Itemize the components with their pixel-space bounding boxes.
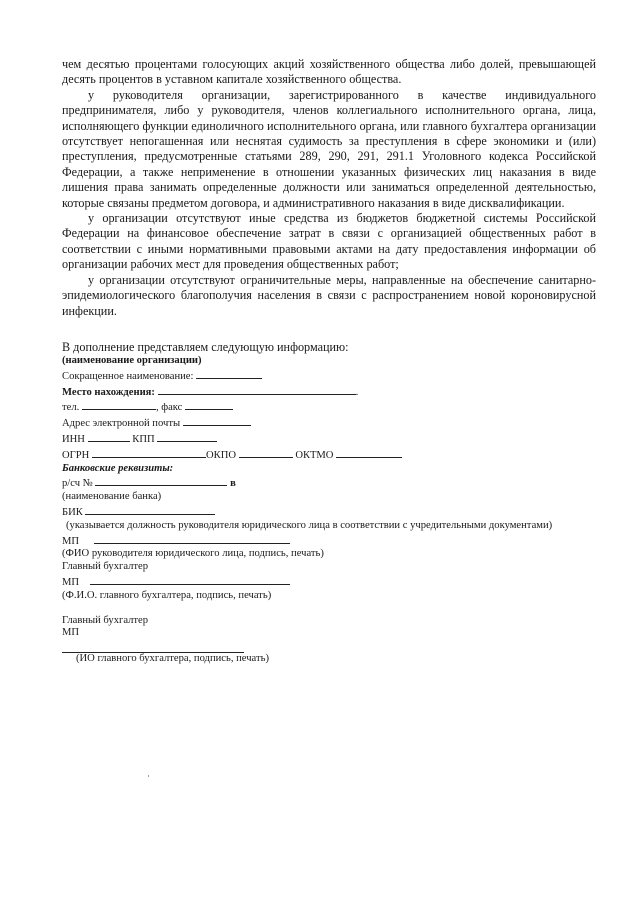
account-in-label: в (230, 478, 236, 490)
paragraph-shareholding: чем десятью процентами голосующих акций хозяйственного общества либо долей, превышающей десять процентов в уставном капитале хозяйственного общества. (62, 57, 596, 87)
document-body (62, 57, 596, 319)
email-label: Адрес электронной почты (62, 418, 181, 430)
email-field[interactable] (183, 415, 251, 426)
oktmo-label: ОКТМО (295, 449, 334, 461)
paragraph-no-restrictions: у организации отсутствуют ограничительные меры, направленные на обеспечение санитарно-эпидемиологического благополучия населения в связи с распространением новой короновирусной инфекции. (62, 272, 596, 318)
head-signature-field[interactable] (94, 533, 290, 544)
final-signature-field[interactable] (62, 640, 244, 653)
head-signature-row (62, 533, 602, 549)
bank-details-heading: Банковские реквизиты: (62, 462, 174, 474)
accountant-signature-row (62, 574, 602, 590)
form-intro: В дополнение представляем следующую информацию: (62, 340, 349, 354)
email-row (62, 415, 602, 431)
phone-field[interactable] (82, 399, 156, 410)
okpo-field[interactable] (239, 447, 293, 458)
head-caption: (ФИО руководителя юридического лица, подпись, печать) (62, 548, 324, 560)
bik-row (62, 504, 602, 520)
kpp-field[interactable] (157, 431, 217, 442)
final-caption: (ИО главного бухгалтера, подпись, печать) (76, 653, 269, 665)
ogrn-row (62, 447, 602, 463)
bik-field[interactable] (85, 504, 215, 515)
account-row (62, 475, 602, 491)
account-field[interactable] (95, 475, 227, 486)
position-caption: (указывается должность руководителя юридического лица в соответствии с учредительными документами) (66, 519, 553, 531)
ogrn-field[interactable] (92, 447, 206, 458)
org-name-caption: (наименование организации) (62, 355, 202, 366)
phone-label: тел. (62, 402, 80, 414)
location-end: . (355, 386, 359, 398)
contact-row (62, 399, 602, 415)
accountant-mp-label: МП (62, 576, 80, 588)
accountant-signature-field[interactable] (90, 574, 290, 585)
short-name-label: Сокращенное наименование: (62, 370, 194, 382)
kpp-label: КПП (132, 433, 155, 445)
inn-kpp-row (62, 431, 602, 447)
head-mp-label: МП (62, 535, 80, 547)
final-mp-label: МП (62, 627, 80, 639)
oktmo-field[interactable] (336, 447, 402, 458)
location-row (62, 384, 602, 400)
location-label: Место нахождения: (62, 386, 155, 398)
short-name-field[interactable] (196, 368, 262, 379)
location-field[interactable] (158, 384, 356, 395)
inn-field[interactable] (88, 431, 130, 442)
fax-label: , факс (155, 402, 183, 414)
paragraph-no-other-funds: у организации отсутствуют иные средства из бюджетов бюджетной системы Российской Федерации на финансовое обеспечение затрат в связи с организацией общественных работ в соответствии с иными нормативными правовыми актами на дату предоставления информации об организации рабочих мест для проведения общественных работ; (62, 211, 596, 272)
okpo-label: ОКПО (205, 449, 237, 461)
bank-caption: (наименование банка) (62, 491, 162, 503)
accountant-caption: (Ф.И.О. главного бухгалтера, подпись, печать) (62, 589, 272, 601)
chief-accountant-label-2: Главный бухгалтер (62, 614, 149, 626)
paragraph-no-criminal-record: у руководителя организации, зарегистрированного в качестве индивидуального предпринимателя, либо у руководителя, членов коллегиального исполнительного органа, лица, исполняющего функции единоличного исполнительного органа, или главного бухгалтера организации отсутствует непогашенная или неснятая судимость за преступления в сфере экономики и (или) преступления, предусмотренные статьями 289, 290, 291, 291.1 Уголовного кодекса Российской Федерации, а также неприменение в отношении указанных физических лиц наказания в виде лишения права занимать определенные должности или заниматься определенной деятельностью, которые связаны предметом договора, и административного наказания в виде дисквалификации. (62, 87, 596, 210)
scan-speck (148, 775, 149, 777)
short-name-row (62, 368, 602, 384)
inn-label: ИНН (62, 433, 85, 445)
ogrn-label: ОГРН (62, 449, 90, 461)
account-label: р/сч № (62, 478, 93, 490)
organization-info-form (62, 340, 602, 666)
chief-accountant-label-1: Главный бухгалтер (62, 561, 149, 573)
bik-label: БИК (62, 506, 83, 518)
fax-field[interactable] (185, 399, 233, 410)
